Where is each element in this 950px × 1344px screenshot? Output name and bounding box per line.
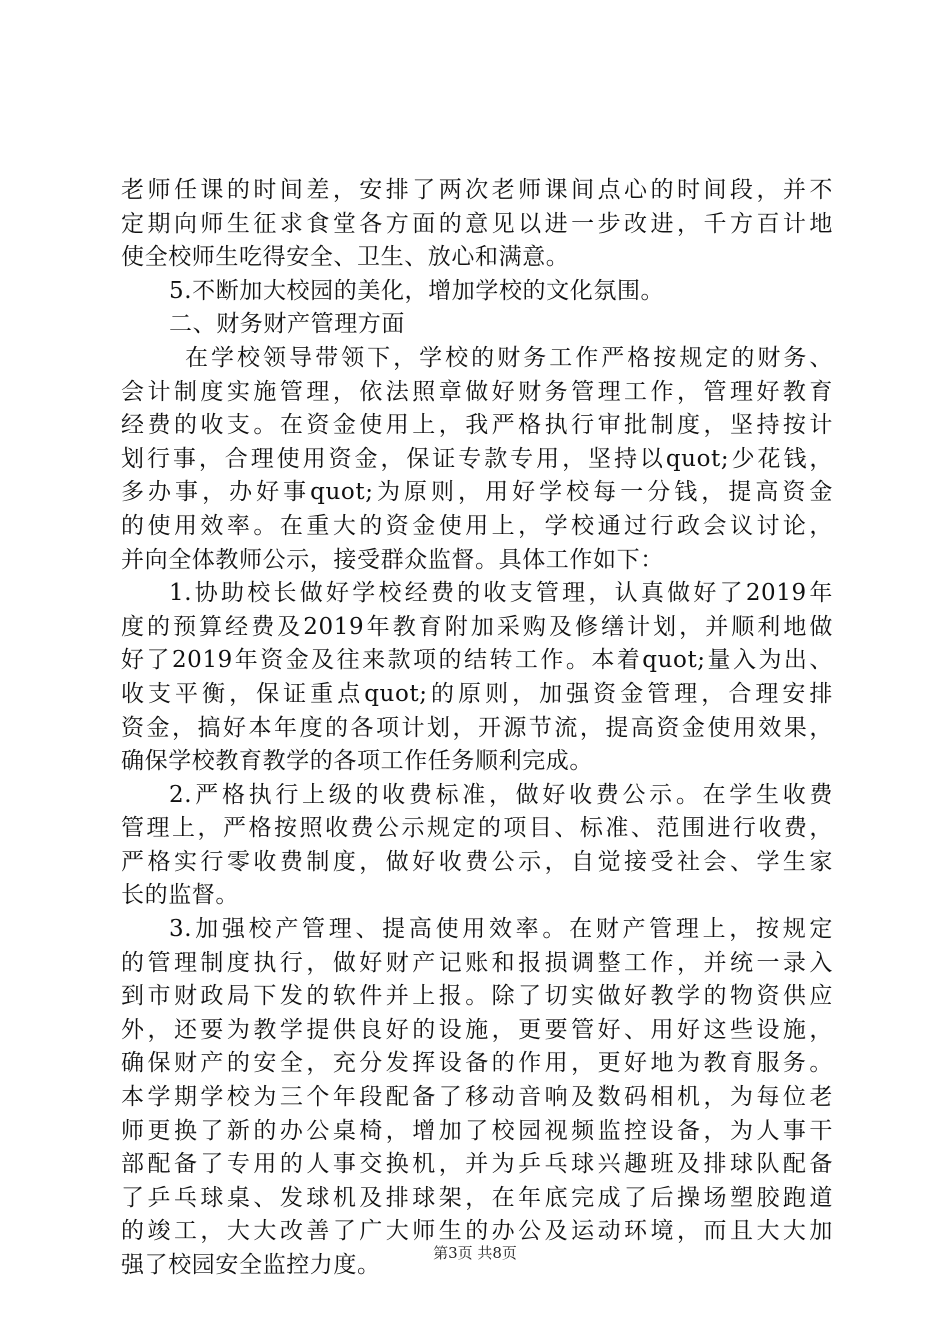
text-line: 确保学校教育教学的各项工作任务顺利完成。 [121,748,593,775]
text-line: 5.不断加大校园的美化，增加学校的文化氛围。 [169,277,665,304]
text-line: 并向全体教师公示，接受群众监督。具体工作如下： [121,546,664,573]
text-line: 会计制度实施管理，依法照章做好财务管理工作，管理好教育 [121,378,833,405]
text-line: 收支平衡，保证重点quot;的原则，加强资金管理，合理安排 [121,680,833,707]
text-line: 3.加强校产管理、提高使用效率。在财产管理上，按规定 [169,916,833,943]
text-line: 本学期学校为三个年段配备了移动音响及数码相机，为每位老 [121,1084,833,1111]
text-line: 使全校师生吃得安全、卫生、放心和满意。 [121,244,570,271]
text-line: 师更换了新的办公桌椅，增加了校园视频监控设备，为人事干 [121,1117,833,1144]
text-line: 严格实行零收费制度，做好收费公示，自觉接受社会、学生家 [121,848,833,875]
text-line: 的竣工，大大改善了广大师生的办公及运动环境，而且大大加 [121,1218,833,1245]
text-line: 经费的收支。在资金使用上，我严格执行审批制度，坚持按计 [121,412,833,439]
text-line: 的使用效率。在重大的资金使用上，学校通过行政会议讨论， [121,512,833,539]
text-line: 二、财务财产管理方面 [169,311,405,338]
text-line: 多办事，办好事quot;为原则，用好学校每一分钱，提高资金 [121,479,833,506]
text-line: 强了校园安全监控力度。 [121,1252,381,1278]
page-number-footer: 第3页 共8页 [433,1244,517,1262]
text-line: 部配备了专用的人事交换机，并为乒乓球兴趣班及排球队配备 [121,1151,833,1178]
text-line: 2.严格执行上级的收费标准，做好收费公示。在学生收费 [169,781,833,808]
text-line: 管理上，严格按照收费公示规定的项目、标准、范围进行收费， [121,815,833,842]
text-line: 资金，搞好本年度的各项计划，开源节流，提高资金使用效果， [121,714,833,741]
text-line: 划行事，合理使用资金，保证专款专用，坚持以quot;少花钱， [121,445,833,472]
document-body [121,174,833,1283]
text-line: 在学校领导带领下，学校的财务工作严格按规定的财务、 [185,344,833,371]
text-line: 确保财产的安全，充分发挥设备的作用，更好地为教育服务。 [121,1050,833,1077]
text-line: 外，还要为教学提供良好的设施，更要管好、用好这些设施， [121,1016,833,1043]
text-line: 长的监督。 [121,882,239,909]
text-line: 了乒乓球桌、发球机及排球架，在年底完成了后操场塑胶跑道 [121,1184,833,1211]
text-line: 好了2019年资金及往来款项的结转工作。本着quot;量入为出、 [121,647,833,674]
text-line: 老师任课的时间差，安排了两次老师课间点心的时间段，并不 [121,177,833,203]
text-line: 1.协助校长做好学校经费的收支管理，认真做好了2019年 [169,580,833,607]
text-line: 度的预算经费及2019年教育附加采购及修缮计划，并顺利地做 [121,613,833,640]
text-line: 的管理制度执行，做好财产记账和报损调整工作，并统一录入 [121,949,833,976]
text-line: 定期向师生征求食堂各方面的意见以进一步改进，千方百计地 [121,210,833,237]
text-line: 到市财政局下发的软件并上报。除了切实做好教学的物资供应 [121,983,833,1010]
